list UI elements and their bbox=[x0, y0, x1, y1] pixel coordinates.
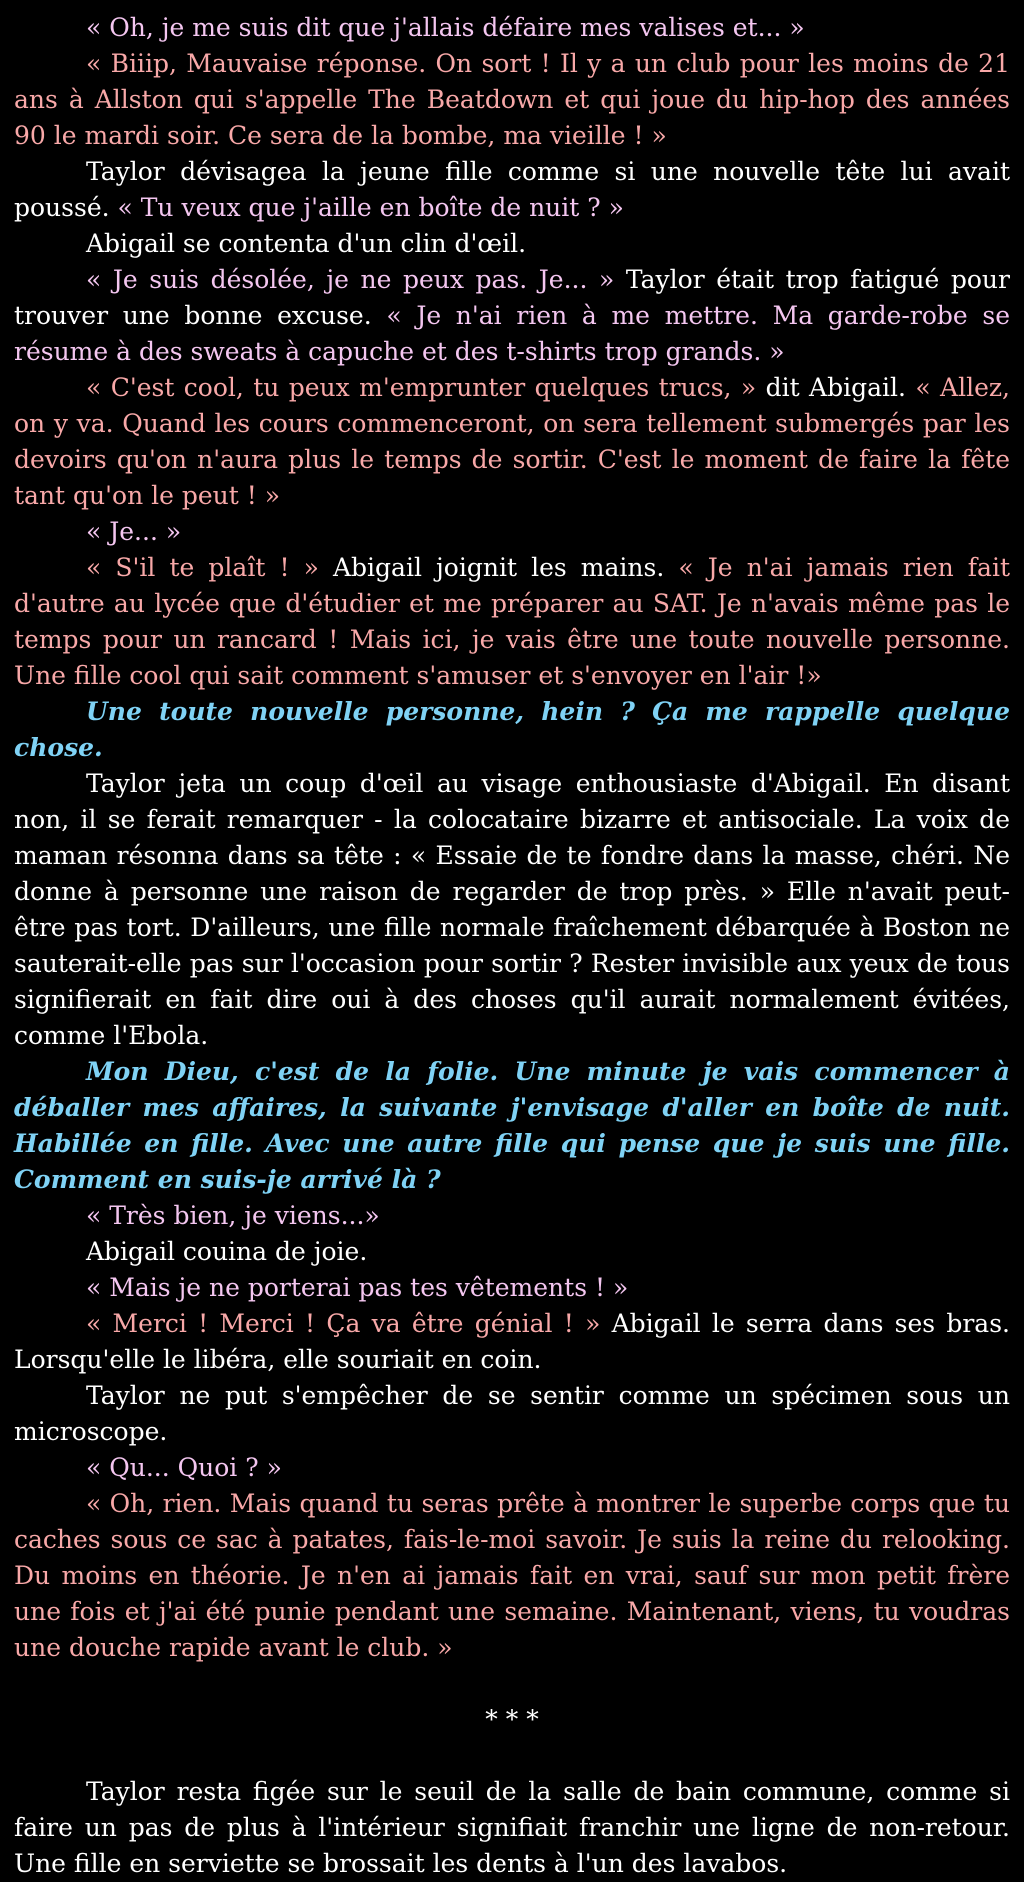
narration-text: Taylor resta figée sur le seuil de la salle de bain commune, comme si faire un pas de plus à l'intérieur signifiait franchir une ligne de non-retour. Une fille en serviette se brossait les dents à l'un des lavabos. bbox=[14, 1777, 1010, 1878]
abigail-dialogue: « Je n'ai jamais rien fait d'autre au lycée que d'étudier et me préparer au SAT. Je n'avais même pas le temps pour un rancard ! Mais ici, je vais être une toute nouvelle personne. Une fille cool qui sait comment s'amuser et s'envoyer en l'air !» bbox=[14, 553, 1010, 690]
abigail-dialogue: « Allez, on y va. Quand les cours commenceront, on sera tellement submergés par les devoirs qu'on n'aura plus le temps de sortir. C'est le moment de faire la fête tant qu'on le peut ! » bbox=[14, 373, 1010, 510]
spacer-top bbox=[14, 1666, 1010, 1702]
paragraph bbox=[14, 1198, 1010, 1234]
taylor-dialogue: « Tu veux que j'aille en boîte de nuit ? » bbox=[117, 193, 624, 222]
paragraph bbox=[14, 370, 1010, 514]
paragraph bbox=[14, 10, 1010, 46]
abigail-dialogue: « Biiip, Mauvaise réponse. On sort ! Il y a un club pour les moins de 21 ans à Allston qui s'appelle The Beatdown et qui joue du hip-hop des années 90 le mardi soir. Ce sera de la bombe, ma vieille ! » bbox=[14, 49, 1010, 150]
abigail-dialogue: « Oh, rien. Mais quand tu seras prête à montrer le superbe corps que tu caches sous ce sac à patates, fais-le-moi savoir. Je suis la reine du relooking. Du moins en théorie. Je n'en ai jamais fait en vrai, sauf sur mon petit frère une fois et j'ai été punie pendant une semaine. Maintenant, viens, tu voudras une douche rapide avant le club. » bbox=[14, 1489, 1010, 1662]
taylor-dialogue: « Je suis désolée, je ne peux pas. Je... » bbox=[86, 265, 626, 294]
text-section-after-break bbox=[14, 1774, 1010, 1882]
narration-text: Abigail le serra dans ses bras. Lorsqu'elle le libéra, elle souriait en coin. bbox=[14, 1309, 1010, 1374]
narration-text: Taylor dévisagea la jeune fille comme si une nouvelle tête lui avait poussé. bbox=[14, 157, 1010, 222]
abigail-dialogue: « S'il te plaît ! » bbox=[86, 553, 333, 582]
spacer-bottom bbox=[14, 1738, 1010, 1774]
paragraph bbox=[14, 1234, 1010, 1270]
paragraph bbox=[14, 1054, 1010, 1198]
narration-text: Taylor ne put s'empêcher de se sentir comme un spécimen sous un microscope. bbox=[14, 1381, 1010, 1446]
paragraph bbox=[14, 1774, 1010, 1882]
paragraph bbox=[14, 514, 1010, 550]
narration-text: Taylor jeta un coup d'œil au visage enthousiaste d'Abigail. En disant non, il se ferait remarquer - la colocataire bizarre et antisociale. La voix de maman résonna dans sa tête : « Essaie de te fondre dans la masse, chéri. Ne donne à personne une raison de regarder de trop près. » Elle n'avait peut-être pas tort. D'ailleurs, une fille normale fraîchement débarquée à Boston ne sauterait-elle pas sur l'occasion pour sortir ? Rester invisible aux yeux de tous signifierait en fait dire oui à des choses qu'il aurait normalement évitées, comme l'Ebola. bbox=[14, 769, 1010, 1050]
taylor-dialogue: « Très bien, je viens...» bbox=[86, 1201, 380, 1230]
thought-text: Mon Dieu, c'est de la folie. Une minute je vais commencer à déballer mes affaires, la suivante j'envisage d'aller en boîte de nuit. Habillée en fille. Avec une autre fille qui pense que je suis une fille. Comment en suis-je arrivé là ? bbox=[14, 1057, 1010, 1194]
paragraph bbox=[14, 1450, 1010, 1486]
taylor-dialogue: « Qu... Quoi ? » bbox=[86, 1453, 282, 1482]
taylor-dialogue: « Je... » bbox=[86, 517, 182, 546]
narration-text: Abigail joignit les mains. bbox=[333, 553, 679, 582]
paragraph bbox=[14, 154, 1010, 226]
thought-text: Une toute nouvelle personne, hein ? Ça me rappelle quelque chose. bbox=[14, 697, 1010, 762]
abigail-dialogue: « Merci ! Merci ! Ça va être génial ! » bbox=[86, 1309, 612, 1338]
narration-text: dit Abigail. bbox=[765, 373, 916, 402]
abigail-dialogue: « C'est cool, tu peux m'emprunter quelques trucs, » bbox=[86, 373, 766, 402]
paragraph bbox=[14, 1306, 1010, 1378]
taylor-dialogue: « Je n'ai rien à me mettre. Ma garde-robe se résume à des sweats à capuche et des t-shirts trop grands. » bbox=[14, 301, 1010, 366]
text-section-before-break bbox=[14, 10, 1010, 1666]
narration-text: Taylor était trop fatigué pour trouver une bonne excuse. bbox=[14, 265, 1010, 330]
paragraph bbox=[14, 1486, 1010, 1666]
narration-text: Abigail se contenta d'un clin d'œil. bbox=[86, 229, 527, 258]
paragraph bbox=[14, 550, 1010, 694]
taylor-dialogue: « Oh, je me suis dit que j'allais défaire mes valises et... » bbox=[86, 13, 805, 42]
paragraph bbox=[14, 694, 1010, 766]
paragraph bbox=[14, 46, 1010, 154]
paragraph bbox=[14, 766, 1010, 1054]
narration-text: Abigail couina de joie. bbox=[86, 1237, 368, 1266]
paragraph bbox=[14, 226, 1010, 262]
paragraph bbox=[14, 1378, 1010, 1450]
paragraph bbox=[14, 1270, 1010, 1306]
taylor-dialogue: « Mais je ne porterai pas tes vêtements ! » bbox=[86, 1273, 629, 1302]
scene-separator: * * * bbox=[485, 1705, 539, 1734]
paragraph bbox=[14, 262, 1010, 370]
